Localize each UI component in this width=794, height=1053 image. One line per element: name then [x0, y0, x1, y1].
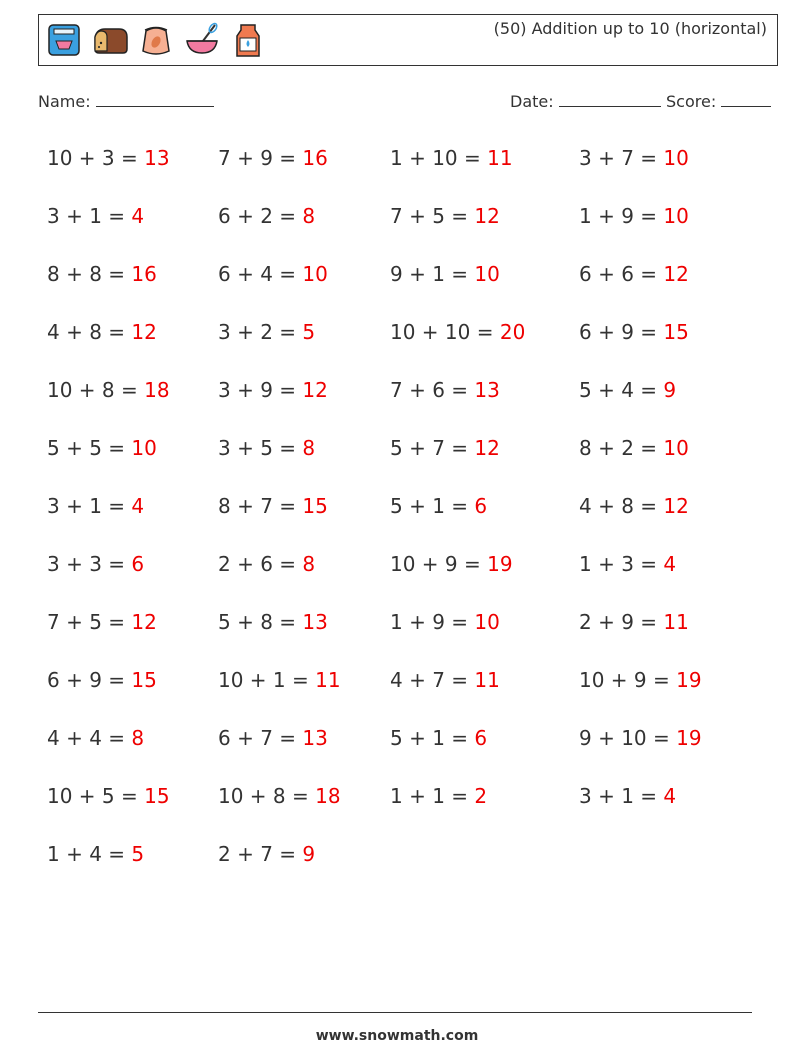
problem-answer: 15: [663, 320, 689, 344]
problem-item: [579, 784, 676, 808]
problem-answer: 19: [487, 552, 513, 576]
problem-expression: 3 + 7 =: [579, 146, 664, 170]
problem-answer: 16: [131, 262, 157, 286]
problem-expression: 1 + 9 =: [390, 610, 475, 634]
problem-item: [390, 262, 500, 286]
problem-answer: 12: [663, 262, 689, 286]
date-field: [510, 92, 661, 111]
problem-answer: 6: [474, 726, 488, 750]
name-label: Name:: [38, 92, 91, 111]
problem-expression: 7 + 6 =: [390, 378, 475, 402]
problem-item: [47, 494, 144, 518]
problem-expression: 7 + 9 =: [218, 146, 303, 170]
problem-answer: 11: [474, 668, 500, 692]
problem-answer: 4: [663, 784, 677, 808]
problem-answer: 10: [663, 204, 689, 228]
problem-expression: 1 + 3 =: [579, 552, 664, 576]
problem-expression: 3 + 9 =: [218, 378, 303, 402]
problem-item: [218, 726, 328, 750]
stand-mixer-icon: [45, 21, 83, 59]
flour-sack-icon: [137, 21, 175, 59]
name-line: [96, 92, 214, 107]
problem-item: [390, 726, 487, 750]
problem-expression: 5 + 1 =: [390, 494, 475, 518]
problem-expression: 3 + 1 =: [579, 784, 664, 808]
problem-item: [47, 610, 157, 634]
problem-answer: 5: [131, 842, 145, 866]
problem-item: [579, 262, 689, 286]
problem-answer: 11: [315, 668, 341, 692]
problem-item: [390, 378, 500, 402]
problem-item: [579, 610, 689, 634]
problem-item: [47, 204, 144, 228]
problem-item: [218, 842, 315, 866]
problem-expression: 1 + 4 =: [47, 842, 132, 866]
problem-item: [218, 494, 328, 518]
problem-answer: 10: [474, 610, 500, 634]
problem-answer: 4: [131, 494, 145, 518]
problem-expression: 6 + 9 =: [579, 320, 664, 344]
problem-expression: 3 + 2 =: [218, 320, 303, 344]
problem-expression: 4 + 8 =: [47, 320, 132, 344]
problem-item: [218, 378, 328, 402]
problem-expression: 10 + 3 =: [47, 146, 145, 170]
problem-expression: 10 + 10 =: [390, 320, 500, 344]
problem-expression: 6 + 7 =: [218, 726, 303, 750]
problem-expression: 5 + 5 =: [47, 436, 132, 460]
problem-expression: 4 + 4 =: [47, 726, 132, 750]
problem-item: [579, 726, 702, 750]
problem-answer: 15: [131, 668, 157, 692]
problem-expression: 3 + 1 =: [47, 204, 132, 228]
problem-item: [579, 146, 689, 170]
problem-item: [390, 668, 500, 692]
problem-answer: 19: [676, 668, 702, 692]
problem-item: [47, 552, 144, 576]
problem-answer: 15: [144, 784, 170, 808]
score-field: [666, 92, 771, 111]
problem-expression: 5 + 7 =: [390, 436, 475, 460]
problem-item: [47, 320, 157, 344]
problem-answer: 15: [302, 494, 328, 518]
problem-item: [218, 610, 328, 634]
problem-item: [47, 726, 144, 750]
problem-item: [390, 784, 487, 808]
problem-answer: 11: [663, 610, 689, 634]
problem-item: [390, 320, 525, 344]
problem-item: [579, 494, 689, 518]
problem-item: [218, 552, 315, 576]
problem-expression: 2 + 9 =: [579, 610, 664, 634]
problem-item: [579, 378, 676, 402]
problem-expression: 6 + 4 =: [218, 262, 303, 286]
problem-expression: 9 + 10 =: [579, 726, 677, 750]
problem-expression: 7 + 5 =: [47, 610, 132, 634]
problem-item: [579, 552, 676, 576]
problem-answer: 12: [131, 320, 157, 344]
name-field: [38, 92, 214, 111]
problem-expression: 10 + 1 =: [218, 668, 316, 692]
problem-expression: 8 + 2 =: [579, 436, 664, 460]
problem-answer: 9: [663, 378, 677, 402]
problem-item: [579, 204, 689, 228]
problem-item: [218, 436, 315, 460]
problem-item: [390, 494, 487, 518]
problem-item: [390, 204, 500, 228]
problem-answer: 13: [474, 378, 500, 402]
problem-answer: 16: [302, 146, 328, 170]
problem-answer: 10: [131, 436, 157, 460]
problem-item: [47, 146, 170, 170]
problem-item: [390, 146, 513, 170]
problem-item: [390, 610, 500, 634]
problem-item: [390, 436, 500, 460]
problem-item: [47, 842, 144, 866]
problem-expression: 4 + 7 =: [390, 668, 475, 692]
problem-answer: 6: [131, 552, 145, 576]
problem-expression: 1 + 10 =: [390, 146, 488, 170]
problem-answer: 12: [302, 378, 328, 402]
footer-url: www.snowmath.com: [315, 1028, 479, 1044]
problem-item: [218, 204, 315, 228]
problem-answer: 18: [315, 784, 341, 808]
problem-item: [218, 146, 328, 170]
problem-answer: 13: [302, 610, 328, 634]
problem-answer: 19: [676, 726, 702, 750]
problem-expression: 3 + 5 =: [218, 436, 303, 460]
problem-expression: 5 + 1 =: [390, 726, 475, 750]
problem-answer: 6: [474, 494, 488, 518]
problem-item: [47, 262, 157, 286]
problem-expression: 6 + 6 =: [579, 262, 664, 286]
problem-expression: 5 + 4 =: [579, 378, 664, 402]
problem-answer: 8: [302, 436, 316, 460]
header-icons: [45, 21, 267, 59]
problem-item: [579, 320, 689, 344]
problem-answer: 8: [302, 552, 316, 576]
problem-expression: 2 + 7 =: [218, 842, 303, 866]
problem-item: [390, 552, 513, 576]
problem-expression: 6 + 9 =: [47, 668, 132, 692]
problem-answer: 10: [474, 262, 500, 286]
milk-carton-icon: [229, 21, 267, 59]
bread-loaf-icon: [91, 21, 129, 59]
problem-expression: 10 + 9 =: [390, 552, 488, 576]
problem-answer: 9: [302, 842, 316, 866]
problem-expression: 8 + 8 =: [47, 262, 132, 286]
problem-expression: 6 + 2 =: [218, 204, 303, 228]
problem-expression: 10 + 8 =: [47, 378, 145, 402]
worksheet-header: [38, 14, 778, 66]
problem-item: [47, 668, 157, 692]
problem-item: [47, 436, 157, 460]
mixing-bowl-whisk-icon: [183, 21, 221, 59]
problem-expression: 3 + 3 =: [47, 552, 132, 576]
footer-divider: [38, 1012, 752, 1013]
problem-expression: 7 + 5 =: [390, 204, 475, 228]
problem-item: [47, 378, 170, 402]
problem-expression: 9 + 1 =: [390, 262, 475, 286]
problem-expression: 10 + 9 =: [579, 668, 677, 692]
problem-answer: 12: [663, 494, 689, 518]
problem-item: [218, 784, 341, 808]
problem-expression: 1 + 1 =: [390, 784, 475, 808]
problem-expression: 3 + 1 =: [47, 494, 132, 518]
problem-expression: 5 + 8 =: [218, 610, 303, 634]
problem-answer: 2: [474, 784, 488, 808]
problem-answer: 12: [474, 436, 500, 460]
problem-answer: 13: [302, 726, 328, 750]
problem-answer: 8: [302, 204, 316, 228]
problem-expression: 10 + 5 =: [47, 784, 145, 808]
problem-item: [218, 262, 328, 286]
problem-item: [47, 784, 170, 808]
problem-expression: 4 + 8 =: [579, 494, 664, 518]
problem-answer: 10: [302, 262, 328, 286]
problem-item: [218, 320, 315, 344]
problem-answer: 12: [131, 610, 157, 634]
problem-item: [218, 668, 341, 692]
problem-item: [579, 436, 689, 460]
worksheet-title: (50) Addition up to 10 (horizontal): [493, 19, 767, 38]
problem-answer: 4: [663, 552, 677, 576]
problem-answer: 10: [663, 146, 689, 170]
score-line: [721, 92, 771, 107]
problem-expression: 1 + 9 =: [579, 204, 664, 228]
problem-answer: 8: [131, 726, 145, 750]
problem-answer: 18: [144, 378, 170, 402]
date-label: Date:: [510, 92, 554, 111]
date-line: [559, 92, 661, 107]
problem-answer: 5: [302, 320, 316, 344]
problem-answer: 13: [144, 146, 170, 170]
problem-item: [579, 668, 702, 692]
problem-answer: 4: [131, 204, 145, 228]
problem-expression: 2 + 6 =: [218, 552, 303, 576]
problem-answer: 11: [487, 146, 513, 170]
problem-answer: 10: [663, 436, 689, 460]
problem-expression: 8 + 7 =: [218, 494, 303, 518]
score-label: Score:: [666, 92, 717, 111]
problem-answer: 12: [474, 204, 500, 228]
problem-answer: 20: [499, 320, 526, 344]
problem-expression: 10 + 8 =: [218, 784, 316, 808]
